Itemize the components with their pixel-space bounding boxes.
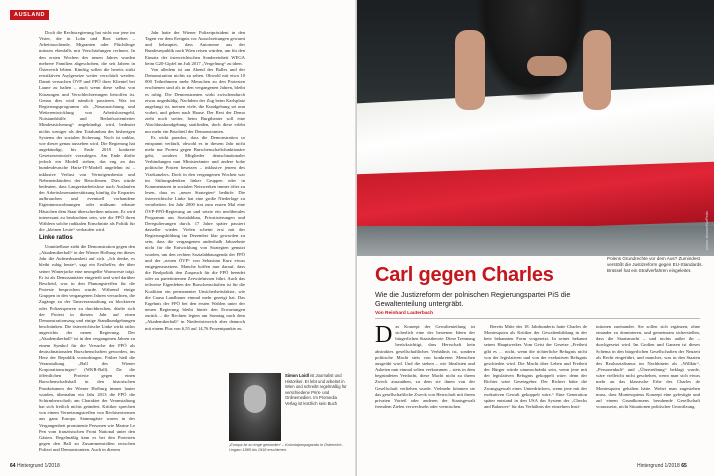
right-column-2 xyxy=(484,324,587,459)
paragraph: Doch die Rechtsregierung hat nicht nur jene im Visier, die in Lohn und Brot stehen – Arbeitssuchende, Migranten oder Flüchtlinge müssen ebenfalls mit Verschärfungen rechnen. In den ersten Wochen des neuen Jahres wurden mehrere Familien abgeschoben, die seit Jahren in Österreich lebten. Künftig sollen die bereits strikt restriktiven Asylgesetze weiter verschärft werden. Damit versuchen ÖVP und FPÖ ihrer Klientel bei Laune zu halten – auch wenn diese selbst von Kürzungen und Verschlechterungen betroffen ist. Genau dies wird nämlich passieren. Was im Regierungsprogramm als „Neuausrichtung und Weiterentwicklung von Arbeitslosengeld, Notstandshilfe und Bedarfsorientierter Mindestsicherung“ angekündigt wird, bedeutet nichts weniger als den Totalumbau des bisherigen Systems der sozialen Sicherung. Noch ist unklar, wie dieser genau aussehen wird. Die Regierung hat angekündigt, bis Ende 2018 konkrete Gesetzesentwürfe vorzulegen. Am Ende dürfte jedoch ein Modell stehen, das eng an das bundesdeutsche Hartz-IV-Modell angelehnt ist – inklusive Verlust von Vermögensbesitz und Nebeneinkünften der Betroffenen. Dies würde bedeuten, dass Langzeitarbeitslose nach Auslaufen der Arbeitslosenunterstützung künftig ihr Erspartes aufbrauchen und eventuell vorhandene Eigentumswohnungen oder mühsam erbaute Häuschen dem Staat überschreiben müssen. Es wird interessant zu beobachten sein, wie die FPÖ ihren Wählern solche radikalen Einschnitte als Politik für die „kleinen Leute“ verkaufen wird. xyxy=(39,30,135,232)
person-hands xyxy=(527,56,567,76)
flag-red-stripe xyxy=(357,162,714,234)
right-folio xyxy=(637,463,687,469)
article-subtitle: Wie die Justizreform der polnischen Regierungspartei PiS die Gewaltenteilung untergräbt. xyxy=(375,290,571,308)
author-bio-text: ist Journalist und Historiker. Er lebt und arbeitet in Wien und schreibt regelmäßig für verschiedene Print- und Onlinemedien. Im Promedia Verlag ist kürzlich sein Buch xyxy=(285,373,347,406)
crowd-ground xyxy=(357,226,714,256)
author-book-caption: „Europa ist zu enge geworden“ – Kolonialpropaganda in Österreich-Ungarn 1885 bis 1918 erschienen. xyxy=(229,443,343,452)
author-name: Simon Loidl xyxy=(285,373,309,378)
folio-text: Hintergrund 1/2018 xyxy=(637,463,680,469)
paragraph: Es wirkt paradox, dass die Demonstration so entspannt verläuft, obwohl es in diesem Jahr nicht mehr nur Protest gegen Burschenschaftsfunktionäre geht, sondern Mitglieder deutschnationaler Verbindungen nun Ministerämter und andere hohe politische Posten besetzen – inklusive jenem des Vizekanzlers. Doch in den vergangenen Wochen war im Stiftungsdenken linker Gruppen oder in Kommentaren in sozialen Netzwerken immer öfter zu lesen, dass es „neuer Strategien“ bedürfe. Die österreichische Linke hat eine große Niederlage zu verarbeiten. Im Jahr 2000 trat zum ersten Mal eine ÖVP-FPÖ-Regierung an und setzte ein neoliberales Programm aus Sozialabbau, Privatisierungen und Deregulierungen durch. 17 Jahre später passiert dasselbe wieder. Vielen scheint erst mit der Regierungsbildung im Dezember klar geworden zu sein, dass die vergangenen anderthalb Jahrzehnte nicht für die Entwicklung von Strategien genutzt wurden, um den rechten Sozialabbauagenda der FPÖ und der „neuen ÖVP“ von Sebastian Kurz etwas entgegenzusetzen. Manche hoffen nun darauf, dass die Realpolitik den Zuspruch für die FPÖ beendet oder zu parteiinternen Zerwürfnissen führt. Auch das teilweise Eigenleben der Burschenschaften ist für die Koalition ein permanenter Unsicherheitsfaktor, wie die Causa Landbauer einmal mehr gezeigt hat. Das Ergebnis der FPÖ bei den ersten Wahlen unter der neuen Regierung bleibt hinter den Erwartungen zurück – die Rechten legten am Sonntag nach dem „Akademikerball“ in Niederösterreich aber dennoch mit einem Plus von 6,55 auf 14,76 Prozentpunkte zu. xyxy=(145,134,245,331)
left-column-1 xyxy=(39,30,135,232)
page-number: 65 xyxy=(681,463,687,469)
paragraph: tutionen zueinander. Sie sollen sich ergänzen, ohne einander zu dominieren, und gemeinsam sicherstellen, dass die Staatsmacht – und nichts außer ihr – durchgesetzt wird. Im Großen und Ganzen ist dieses Schema in den bürgerlichen Gesellschaften der Neuzeit als Recht eingeführt, und manches, was in den Staaten des Realsozialismus im Nachhinein als „Willkür“, „Personenkult“ und „Übertreibung“ beklagt wurde, wäre vielleicht nicht geschehen, wenn man sich etwas mehr an das klassische Erbe des Charles de Montesquieu gehalten hätte. Wobei man zugestehen muss, dass Montesquieus Konzept eine gefestigte und auf einem Grundkonsens beruhende Gesellschaft voraussetzt, nicht Situationen politischer Umwälzung. xyxy=(596,324,700,410)
author-photo xyxy=(229,373,281,441)
subheading: Linke ratlos xyxy=(39,235,73,241)
left-folio xyxy=(10,463,60,469)
person-arm-left xyxy=(455,30,485,110)
paragraph: as Konzept der Gewaltenteilung ist sicherlich eine der bestenen Ideen der bürgerlichen Staatstheorie. Diese Trennung berücksichtigt, dass Herrschaft kein abstraktes gesellschaftliches Verhältnis ist, sondern politische Macht stets von konkreten Menschen ausgeübt wird. Und die stehen – wie Idealisten und Asketen nun einmal selten verkommen – stets in dem begründeten Verdacht, diese Macht nicht zu ihrem Zweck auszuüben, zu dem sie ihnen von der Gesellschaft verliehen wurde. Vielmehr könnten sie das gesellschaftliche Zweck von Herrschaft mit ihrem privaten Vorteil oder anderen der Staatsgewalt fremdem Zielen verwechseln oder vermischen. xyxy=(375,324,475,410)
paragraph: Unmittelbare zieht die Demonstration gegen den „Akademikerball“ in der Wiener Hofburg ein dieses Jahr die Aufmerksamkeit auf sich. „Ich denke, es bleibt ruhig heute“, sagt ein Ersthelfer, der über seiner Winterjacke eine neongelbe Warnweste trägt. Er ist als Demosanitäter eingeteilt und wird darüber Bescheid, was in den Planungstreffen für die Proteste besprochen wurde. Während einige Gruppen in den vergangenen Jahren versuchten, die Zugänge zu der Tanzveranstaltung zu blockieren oder Polizeisperren zu durchbrechen, dürfte sich der Protest in diesem Jahr auf einen Demonstrationszug und einige Standkundgebungen beschränken. Die österreichische Linke wirkt ratlos angesichts der neuen Regierung. Der „Akademikerball“ ist in den vergangenen Jahren zu einem Symbol für die Versuche der FPÖ als deutschnationalen Burschenschaften geworden, ins Herz der Republik vorzudringen. Früher hieß die Veranstaltung „Ball des Wiener Korporationsringes“ (WKR-Ball). Da die öffentlichen Proteste gegen einen Burschenschaftsball in den historischen Prunkräumen der Wiener Hofburg immer lauter wurden, übernahm ein Jahr 2013 die FPÖ die Schirmherrschaft; am Charakter der Veranstaltung hat sich freilich nichts geändert. Kritiker sprechen von einem Vernetzungstreffen von Rechtsextremen aus ganz Europa. Stammgäste waren in der Vergangenheit prominente Personen wie Marine Le Pen vom französischen Front National unter den Gästen. Regelmäßig kam es bei den Protesten gegen den Ball zu Zusammenstößen zwischen Polizei und Demonstranten. Auch in diesem xyxy=(39,244,135,453)
article-byline: Von Reinhard Lauterbach xyxy=(375,311,434,316)
left-page xyxy=(0,0,356,476)
paragraph: Jahr hatte der Wiener Polizeipräsident in den Tagen vor dem Ereignis vor Ausschreitungen gewarnt und behauptet, dass Autonome aus der Bundesrepublik nach Wien reisen würden, um für den Einsatz der österreichischen Sondereinheit WEGA beim G20-Gipfel im Juli 2017 „Vergeltung“ zu üben. xyxy=(145,30,245,66)
folio-text: Hintergrund 1/2018 xyxy=(16,463,60,469)
paragraph: Von alledem ist am Abend des Balles und der Demonstration nichts zu sehen. Obwohl mit etwa 10 000 Teilnehmern mehr Menschen zu den Protesten erschienen sind als in den vergangenen Jahren, bleibt es ruhig. Die Demonstranten wirkt zwischendurch etwas ungeduldig. Nachdem der Zug beim Karlsplatz angelangt ist, meinen viele, die Kundgebung sei nun vorbei, und gehen nach Hause. Der Rest der Demo zieht noch weiter, beim Burgtheater soll eine Abschlusskundgebung stattfinden, doch diese erlebt nur mehr ein Bruchteil der Demonstranten. xyxy=(145,66,245,134)
person-arm-right xyxy=(583,30,611,110)
left-column-2 xyxy=(145,30,245,365)
right-column-1 xyxy=(375,324,475,459)
photo-caption: Polens Grundrechte vor dem Aus? Zumindest verstößt die Justizreform gegen EU-Standards. Brüssel hat ein Strafverfahren eingeleitet. xyxy=(607,256,703,273)
person-silhouette xyxy=(477,0,587,100)
paragraph: Bereits Mitte des 18. Jahrhunderts hatte Charles de Montesquieu als Kritiker der Gewaltenbildung in der bete bekannten Form vorgesetzt. In seiner bekannt seines Hauptwerkes Vom Geist der Gesetze „Freiheit gibt es … nicht, wenn die richterliche Befugnis nicht von der legislativen und von der exekutiven Befugnis geschieden wird. Die Macht über Leben und Freiheit der Bürger würde unumschränkt sein, wenn jene mit der legislativen Befugnis gekoppelt wäre; denn der Richter wäre Gesetzgeber. Der Richter hätte die Zwangsgewalt eines Unterdrückers, wenn jene mit der exekutiven Gewalt gekoppelt wäre.“ Eine Generation später entstand in den USA das System der „Checks and Balances“ für das Verhältnis der einzelnen Insti- xyxy=(484,324,587,410)
right-column-3 xyxy=(596,324,700,459)
page-number: 64 xyxy=(10,463,16,469)
author-box xyxy=(229,373,349,455)
author-face xyxy=(244,385,266,413)
left-column-1b xyxy=(39,231,135,461)
photo-credit: picture alliance/NurPhoto xyxy=(705,210,709,250)
article-headline: Carl gegen Charles xyxy=(375,264,554,286)
section-label: AUSLAND xyxy=(10,10,49,20)
protest-photo xyxy=(357,0,714,256)
author-bio xyxy=(285,373,347,406)
drop-cap: D xyxy=(375,322,393,348)
divider xyxy=(375,318,700,319)
